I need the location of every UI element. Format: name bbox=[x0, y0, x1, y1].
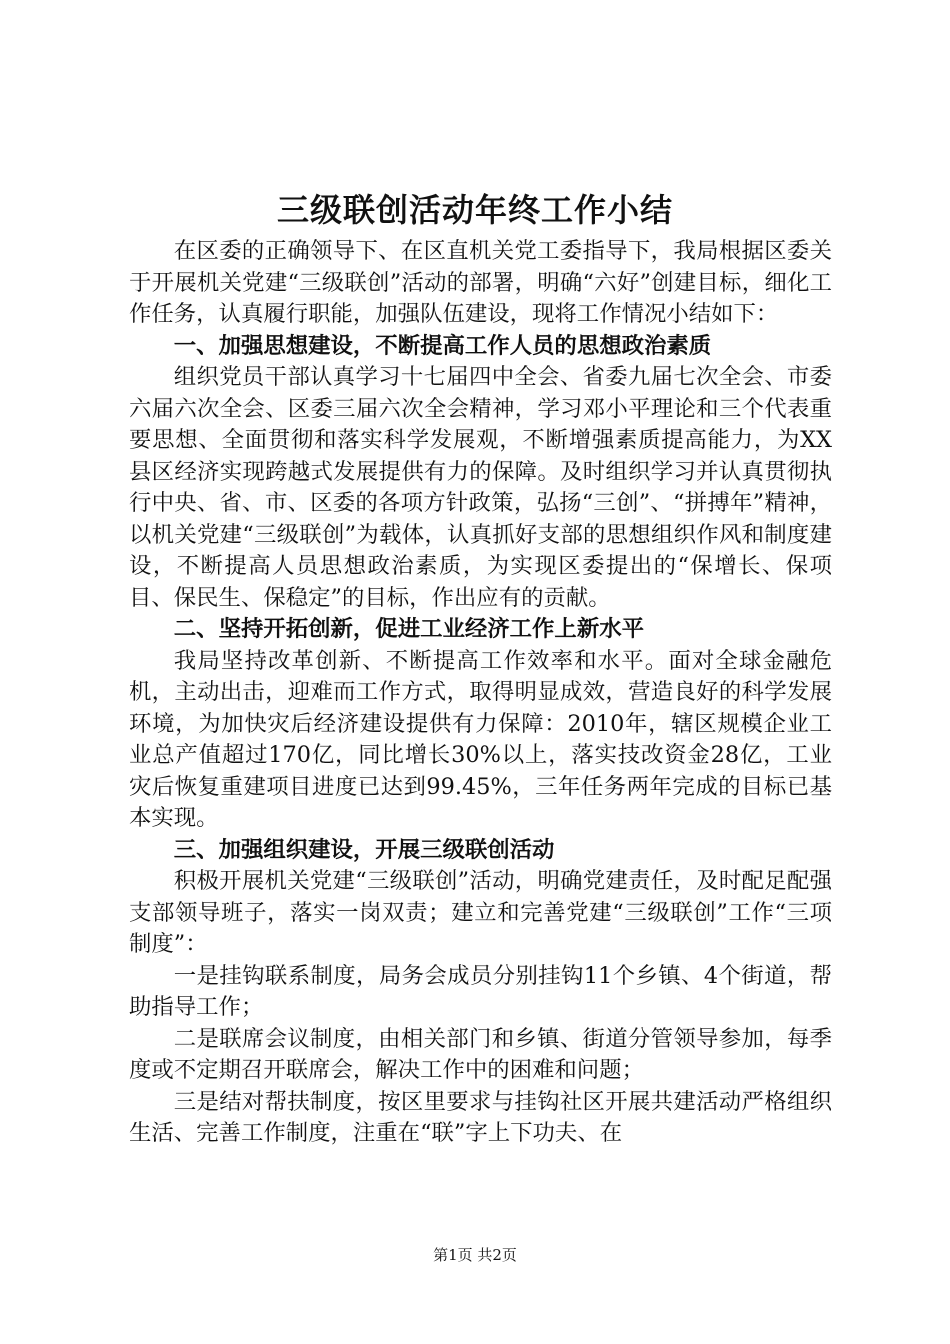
paragraph-section-2: 我局坚持改革创新、不断提高工作效率和水平。面对全球金融危机，主动出击，迎难而工作方式，取得明显成效，营造良好的科学发展环境，为加快灾后经济建设提供有力保障：2010年，辖区规模企业工业总产值超过170亿，同比增长30%以上，落实技改资金28亿，工业灾后恢复重建项目进度已达到99.45%，三年任务两年完成的目标已基本实现。 bbox=[129, 647, 832, 831]
document-title: 三级联创活动年终工作小结 bbox=[276, 191, 673, 229]
page-number-footer: 第1页 共2页 bbox=[433, 1246, 517, 1264]
section-heading-1: 一、加强思想建设，不断提高工作人员的思想政治素质 bbox=[173, 332, 712, 359]
paragraph-section-3: 积极开展机关党建“三级联创”活动，明确党建责任，及时配足配强支部领导班子，落实一岗双责；建立和完善党建“三级联创”工作“三项制度”： bbox=[129, 868, 832, 957]
paragraph-item-1: 一是挂钩联系制度，局务会成员分别挂钩11个乡镇、4个街道，帮助指导工作； bbox=[129, 962, 832, 1020]
paragraph-item-3: 三是结对帮扶制度，按区里要求与挂钩社区开展共建活动严格组织生活、完善工作制度，注重在“联”字上下功夫、在 bbox=[129, 1088, 832, 1146]
section-heading-2: 二、坚持开拓创新，促进工业经济工作上新水平 bbox=[173, 616, 644, 642]
paragraph-intro: 在区委的正确领导下、在区直机关党工委指导下，我局根据区委关于开展机关党建“三级联创”活动的部署，明确“六好”创建目标，细化工作任务，认真履行职能，加强队伍建设，现将工作情况小结如下： bbox=[129, 238, 832, 327]
paragraph-item-2: 二是联席会议制度，由相关部门和乡镇、街道分管领导参加，每季度或不定期召开联席会，解决工作中的困难和问题； bbox=[129, 1025, 832, 1083]
section-heading-3: 三、加强组织建设，开展三级联创活动 bbox=[173, 836, 555, 863]
paragraph-section-1: 组织党员干部认真学习十七届四中全会、省委九届七次全会、市委六届六次全会、区委三届六次全会精神，学习邓小平理论和三个代表重要思想、全面贯彻和落实科学发展观，不断增强素质提高能力，为XX县区经济实现跨越式发展提供有力的保障。及时组织学习并认真贯彻执行中央、省、市、区委的各项方针政策，弘扬“三创”、“拼搏年”精神，以机关党建“三级联创”为载体，认真抓好支部的思想组织作风和制度建设，不断提高人员思想政治素质，为实现区委提出的“保增长、保项目、保民生、保稳定”的目标，作出应有的贡献。 bbox=[129, 364, 832, 611]
document-body bbox=[129, 236, 832, 1150]
